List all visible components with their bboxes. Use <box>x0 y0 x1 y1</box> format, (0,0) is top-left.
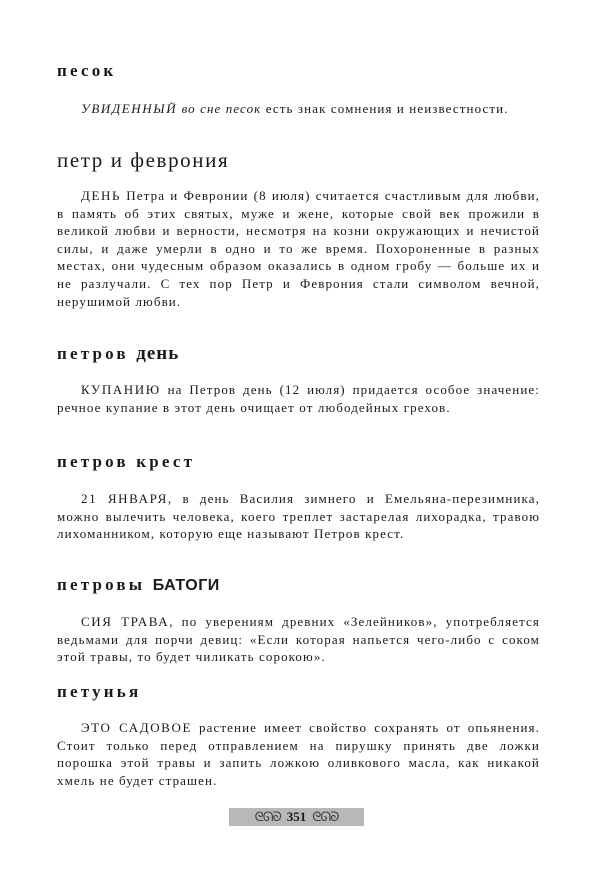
entry-petrovy-batogi <box>57 574 540 666</box>
entry-heading: петр и феврония <box>57 148 230 172</box>
entry-text: СИЯ ТРАВА, по уверениям древних «Зелейников», употребляется ведьмами для порчи девиц: «Если которая напьется чего-либо с соком этой травы, то будет чиликать сорокою». <box>57 614 540 665</box>
entry-heading: петунья <box>57 682 142 701</box>
ornament-left-icon: ᘓᘏᘐ <box>254 809 281 825</box>
page-number-ornament <box>229 808 364 826</box>
entry-text: УВИДЕННЫЙ во сне песок есть знак сомнения и неизвестности. <box>81 101 509 116</box>
entry-heading: петров крест <box>57 452 196 471</box>
entry-heading: петровы БАТОГИ <box>57 575 220 594</box>
ornament-right-icon: ᘓᘏᘐ <box>312 809 339 825</box>
entry-pesok <box>57 60 540 118</box>
entry-text: 21 ЯНВАРЯ, в день Василия зимнего и Емельяна-перезимника, можно вылечить человека, коего треплет застарелая лихорадка, травою лихоманником, которую еще называют Петров крест. <box>57 491 540 542</box>
entry-heading: петров день <box>57 343 180 364</box>
page-number: 351 <box>286 809 307 824</box>
entry-petunya <box>57 681 540 789</box>
entry-petr-i-fevronia <box>57 147 540 310</box>
entry-petrov-den <box>57 343 540 416</box>
entry-text: КУПАНИЮ на Петров день (12 июля) придается особое значение: речное купание в этот день очищает от любодейных грехов. <box>57 382 540 415</box>
entry-heading: песок <box>57 61 117 80</box>
entry-text: ДЕНЬ Петра и Февронии (8 июля) считается счастливым для любви, в память об этих святых, муже и жене, которые свой век прожили в великой любви и верности, несмотря на козни окружающих и нечистой силы, и даже умерли в одно и то же время. Похороненные в разных местах, они чудесным образом оказались в одном гробу — больше их и не разлучали. С тех пор Петр и Феврония стали символом вечной, нерушимой любви. <box>57 188 540 309</box>
entry-text: ЭТО САДОВОЕ растение имеет свойство сохранять от опьянения. Стоит только перед отправлением на пирушку принять две ложки порошка этой травы и запить ложкою оливкового масла, как никакой хмель не будет страшен. <box>57 720 540 788</box>
entry-petrov-krest <box>57 451 540 543</box>
